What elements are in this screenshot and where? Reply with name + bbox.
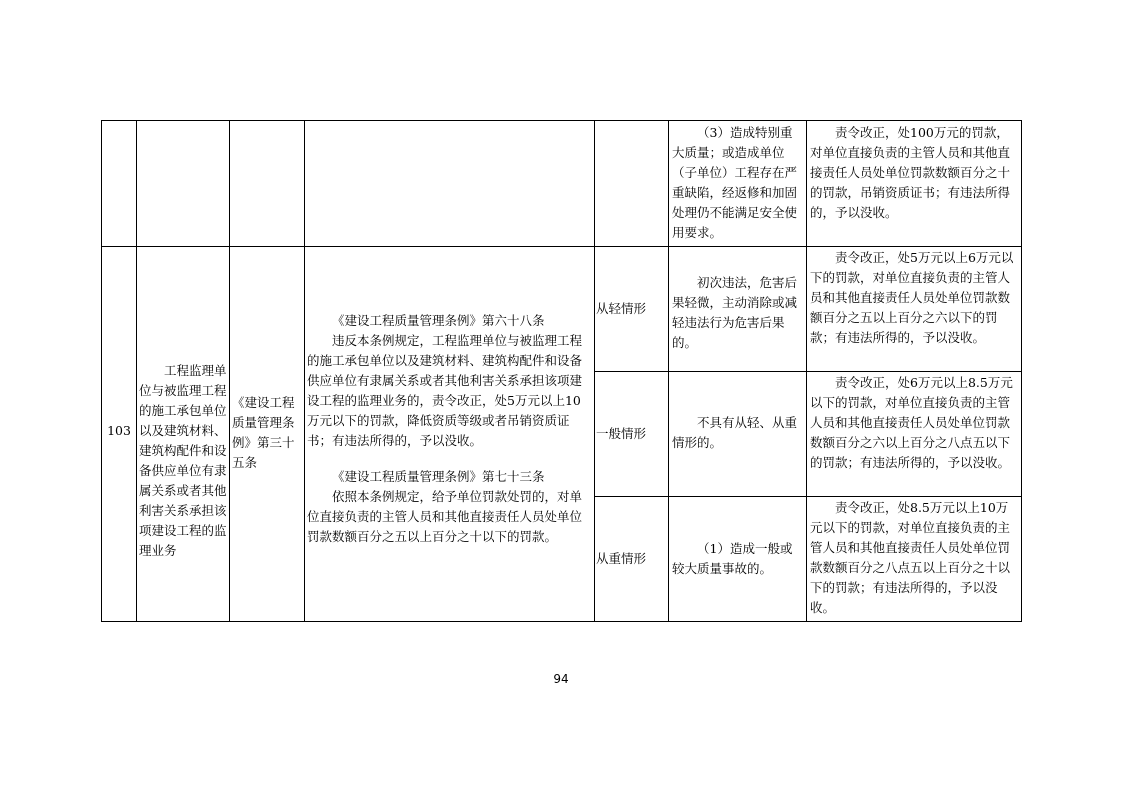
provision-spacer — [307, 451, 593, 467]
level-general-text: 一般情形 — [596, 426, 647, 441]
penalty-general-text: 责令改正，处6万元以上8.5万元以下的罚款，对单位直接负责的主管人员和其他直接责任人员处单位罚款数额百分之六以上百分之八点五以下的罚款；有违法所得的，予以没收。 — [810, 375, 1013, 470]
violation-text: 工程监理单位与被监理工程的施工承包单位以及建筑材料、建筑构配件和设备供应单位有隶属关系或者其他利害关系承担该项建设工程的监理业务 — [139, 363, 227, 558]
provision-title-73: 《建设工程质量管理条例》第七十三条 — [332, 469, 545, 484]
row-divider-prev — [102, 246, 1021, 247]
row-number-text: 103 — [107, 423, 131, 438]
prev-circumstance-detail — [670, 123, 805, 246]
penalty-light — [808, 248, 1021, 371]
detail-light — [670, 273, 805, 369]
level-heavy-text: 从重情形 — [596, 551, 647, 566]
provision-text-68: 违反本条例规定，工程监理单位与被监理工程的施工承包单位以及建筑材料、建筑构配件和设备供应单位有隶属关系或者其他利害关系承担该项建设工程的监理业务的，责令改正，处5万元以上10万元以下的罚款，降低资质等级或者吊销资质证书；有违法所得的，予以没收。 — [307, 333, 583, 448]
prev-penalty-text: 责令改正，处100万元的罚款，对单位直接负责的主管人员和其他直接责任人员处单位罚款数额百分之十的罚款，吊销资质证书；有违法所得的，予以没收。 — [810, 125, 1011, 220]
detail-heavy — [670, 539, 805, 599]
row-divider-general — [594, 496, 1021, 497]
col-divider-3 — [304, 121, 305, 621]
detail-general — [670, 413, 805, 473]
prev-circumstance-text: （3）造成特别重大质量；或造成单位（子单位）工程存在严重缺陷，经返修和加固处理仍不能满足安全使用要求。 — [672, 125, 798, 240]
row-divider-light — [594, 371, 1021, 372]
level-heavy — [596, 549, 668, 573]
detail-light-text: 初次违法，危害后果轻微，主动消除或减轻违法行为危害后果的。 — [672, 275, 798, 350]
row-number — [102, 421, 136, 445]
penalty-general — [808, 373, 1021, 496]
level-light-text: 从轻情形 — [596, 301, 647, 316]
penalty-light-text: 责令改正，处5万元以上6万元以下的罚款，对单位直接负责的主管人员和其他直接责任人员处单位罚款数额百分之五以上百分之六以下的罚款；有违法所得的，予以没收。 — [810, 250, 1014, 345]
col-divider-2 — [229, 121, 230, 621]
provision-text-73: 依照本条例规定，给予单位罚款处罚的，对单位直接负责的主管人员和其他直接责任人员处单位罚款数额百分之五以上百分之十以下的罚款。 — [307, 489, 583, 544]
detail-heavy-text: （1）造成一般或较大质量事故的。 — [672, 541, 793, 576]
provision-title-68: 《建设工程质量管理条例》第六十八条 — [332, 313, 545, 328]
legal-basis-text: 《建设工程质量管理条例》第三十五条 — [232, 395, 295, 470]
penalty-heavy — [808, 498, 1021, 621]
level-general — [596, 424, 668, 448]
penalty-heavy-text: 责令改正，处8.5万元以上10万元以下的罚款，对单位直接负责的主管人员和其他直接责任人员处单位罚款数额百分之八点五以上百分之十以下的罚款；有违法所得的，予以没收。 — [810, 500, 1011, 615]
penalty-provisions-cell — [306, 311, 594, 591]
level-light — [596, 299, 668, 323]
violation-cell — [138, 361, 229, 601]
penalty-table — [101, 120, 1022, 622]
col-divider-1 — [136, 121, 137, 621]
page-number: 94 — [553, 672, 569, 686]
legal-basis-cell — [231, 393, 304, 493]
detail-general-text: 不具有从轻、从重情形的。 — [672, 415, 798, 450]
prev-penalty — [808, 123, 1021, 246]
